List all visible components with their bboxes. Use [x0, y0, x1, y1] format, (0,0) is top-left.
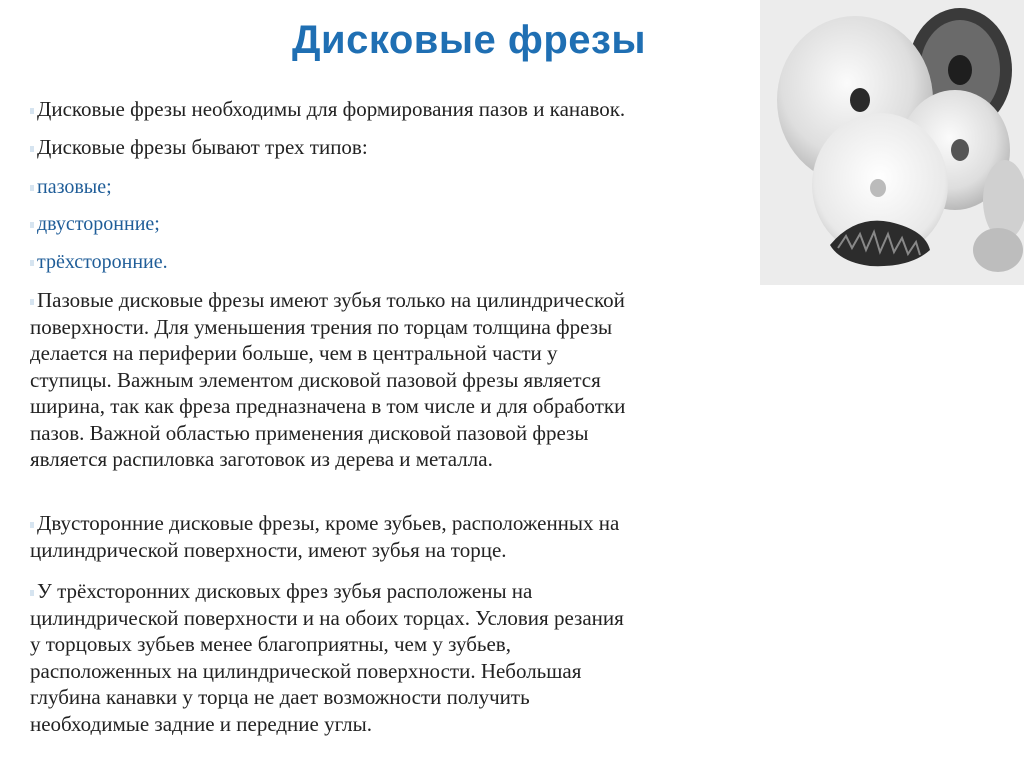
bullet-icon: [30, 260, 34, 266]
bullet-icon: [30, 185, 34, 191]
paragraph-double-sided: Двусторонние дисковые фрезы, кроме зубьев, расположенных на цилиндрической поверхности, имеют зубья на торце.: [30, 511, 620, 562]
cutters-illustration: [760, 0, 1024, 285]
bullet-icon: [30, 108, 34, 114]
type-item-slot: пазовые;: [30, 174, 112, 200]
type-item-three-sided: трёхсторонние.: [30, 249, 168, 275]
bullet-icon: [30, 590, 34, 596]
paragraph-three-sided: У трёхсторонних дисковых фрез зубья расположены на цилиндрической поверхности и на обоих торцах. Условия резания у торцовых зубьев менее благоприятны, чем у зубьев, расположенных на цилиндрической поверхности. Небольшая глубина канавки у торца не дает возможности получить необходимые задние и передние углы.: [30, 579, 624, 736]
paragraph-slot-cutters: Пазовые дисковые фрезы имеют зубья только на цилиндрической поверхности. Для уменьшения трения по торцам толщина фрезы делается на периферии больше, чем в центральной части у ступицы. Важным элементом дисковой пазовой фрезы является ширина, так как фреза предназначена в том числе и для обработки пазов. Важной областью применения дисковой пазовой фрезы является распиловка заготовок из дерева и металла.: [30, 288, 626, 471]
type-item-double-sided: двусторонние;: [30, 211, 160, 237]
intro-line-1: Дисковые фрезы необходимы для формирования пазов и канавок.: [30, 96, 625, 122]
bullet-icon: [30, 522, 34, 528]
bullet-icon: [30, 222, 34, 228]
disk-cutters-photo: [760, 0, 1024, 285]
bullet-icon: [30, 146, 34, 152]
intro-line-2: Дисковые фрезы бывают трех типов:: [30, 134, 368, 160]
slide-title: Дисковые фрезы: [292, 18, 647, 62]
bullet-icon: [30, 299, 34, 305]
